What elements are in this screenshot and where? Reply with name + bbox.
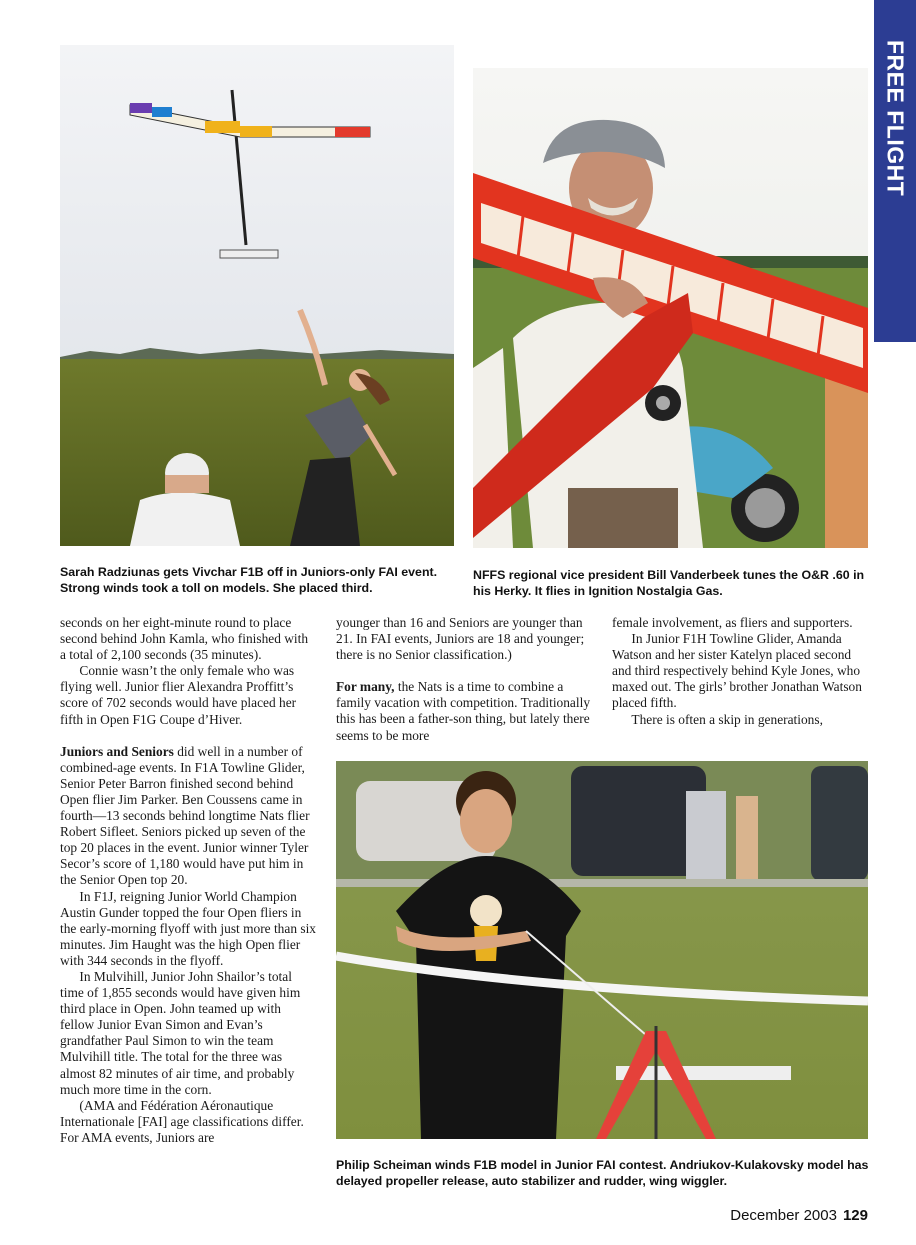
page-footer	[730, 1207, 868, 1224]
paragraph-lead: For many,	[336, 679, 395, 695]
paragraph-lead: Juniors and Seniors	[60, 743, 174, 759]
man-with-red-model-photo	[473, 68, 868, 548]
photo-caption-2: NFFS regional vice president Bill Vanderbeek tunes the O&R .60 in his Herky. It flies in Ignition Nostalgia Gas.	[473, 568, 865, 598]
paragraph: Connie wasn’t the only female who was flying well. Junior flier Alexandra Proffitt’s score of 702 seconds would have placed her fifth in Open F1G Coupe d’Hiver.	[60, 663, 297, 727]
paragraph: In Mulvihill, Junior John Shailor’s total time of 1,855 seconds would have given him third place in Open. John teamed up with fellow Junior Evan Simon and Evan’s grandfather Paul Simon to win the team Mulvihill title. The total for the three was almost 82 minutes of air time, and probably much more time in the corn.	[60, 968, 301, 1097]
paragraph: There is often a skip in generations,	[631, 711, 823, 727]
paragraph-text: did well in a number of combined-age events. In F1A Towline Glider, Senior Peter Barron finished second behind Open flier Jim Parker. Ben Coussens came in fourth—13 seconds behind longtime Nats flier Robert Sifleet. Seniors picked up seven of the top 20 places in the event. Junior winner Tyler Secor’s score of 1,180 would have put him in the Senior Open top 20.	[60, 743, 310, 888]
article-column-1	[60, 615, 316, 1146]
issue-date: December 2003	[730, 1207, 837, 1224]
page-number: 129	[842, 1207, 868, 1224]
section-tab-label: FREE FLIGHT	[882, 40, 909, 197]
paragraph-text: the Nats is a time to combine a family vacation with competition. Traditionally this has been a father-son thing, but lately there seems to be more	[336, 679, 591, 743]
section-tab	[874, 0, 916, 342]
paragraph	[60, 744, 316, 889]
photo-caption-3: Philip Scheiman winds F1B model in Junior FAI contest. Andriukov-Kulakovsky model has delayed propeller release, auto stabilizer and rudder, wing wiggler.	[336, 1158, 869, 1188]
paragraph: In F1J, reigning Junior World Champion Austin Gunder topped the four Open fliers in the early-morning flyoff with just more than six minutes. Jim Haught was the high Open flier with 344 seconds in the flyoff.	[60, 888, 316, 968]
paragraph: female involvement, as fliers and supporters.	[612, 615, 853, 630]
girl-launching-glider-photo	[60, 45, 454, 546]
article-column-3	[612, 615, 870, 728]
paragraph	[336, 679, 592, 743]
paragraph: In Junior F1H Towline Glider, Amanda Watson and her sister Katelyn placed second and third respectively behind Kyle Jones, who maxed out. The girls’ brother Jonathan Watson placed fifth.	[612, 631, 862, 711]
paragraph: (AMA and Fédération Aéronautique Internationale [FAI] age classifications differ. For AMA events, Juniors are	[60, 1097, 304, 1145]
paragraph: seconds on her eight-minute round to place second behind John Kamla, who finished with a total of 2,100 seconds (35 minutes).	[60, 615, 309, 663]
article-column-2	[336, 615, 592, 744]
boy-winding-model-photo	[336, 761, 868, 1139]
photo-caption-1: Sarah Radziunas gets Vivchar F1B off in Juniors-only FAI event. Strong winds took a toll on models. She placed third.	[60, 565, 438, 595]
paragraph: younger than 16 and Seniors are younger than 21. In FAI events, Juniors are 18 and younger; there is no Senior classification.)	[336, 615, 585, 663]
